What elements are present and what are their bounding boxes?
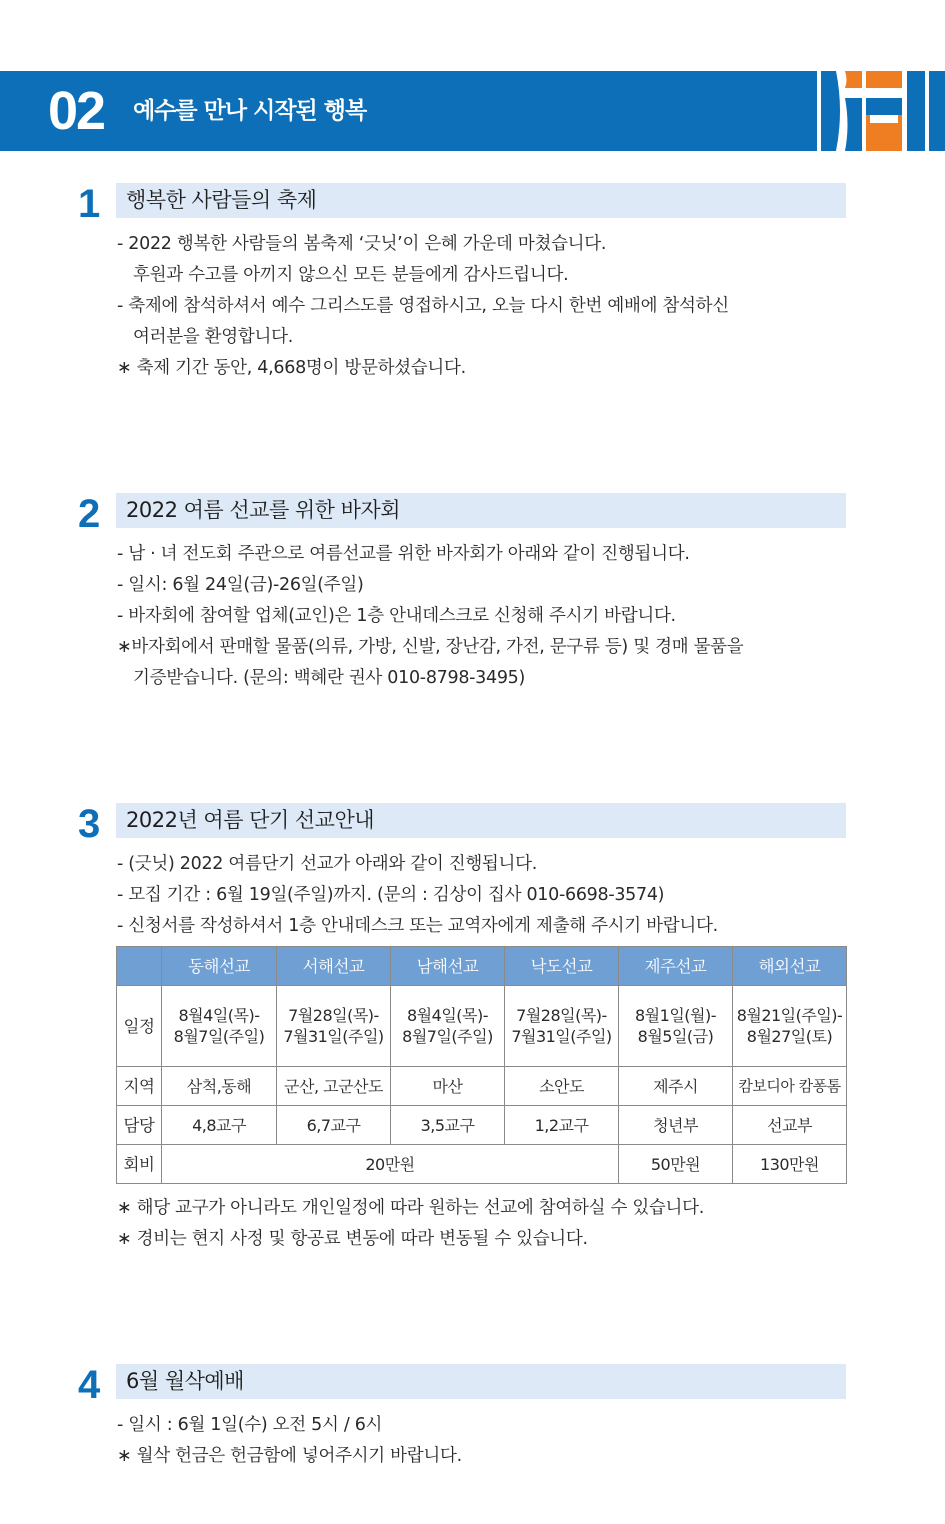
section-number-3: 3	[78, 802, 101, 846]
section-1-line: 여러분을 환영합니다.	[133, 327, 293, 347]
row-label: 담당	[117, 1106, 162, 1145]
section-3-line: - 모집 기간 : 6월 19일(주일)까지. (문의 : 김상이 집사 010-6698-3574)	[117, 885, 665, 905]
section-2-note: ∗바자회에서 판매할 물품(의류, 가방, 신발, 장난감, 가전, 문구류 등) 및 경매 물품을	[117, 637, 744, 657]
section-2-line: - 일시: 6월 24일(금)-26일(주일)	[117, 575, 364, 595]
section-number-1: 1	[78, 182, 101, 226]
date-end: 7월31일(주일)	[511, 1027, 612, 1046]
section-title-bar-4	[116, 1364, 846, 1399]
region-cell: 삼척,동해	[162, 1067, 277, 1106]
section-number-4: 4	[78, 1363, 101, 1407]
region-cell: 소안도	[505, 1067, 619, 1106]
section-4-note: ∗ 월삭 헌금은 헌금함에 넣어주시기 바랍니다.	[117, 1446, 462, 1466]
region-cell: 군산, 고군산도	[277, 1067, 391, 1106]
table-row-region	[117, 1067, 847, 1106]
date-end: 7월31일(주일)	[283, 1027, 384, 1046]
column-header: 제주선교	[619, 947, 733, 986]
section-title-bar-1	[116, 183, 846, 218]
date-end: 8월7일(주일)	[402, 1027, 493, 1046]
section-number-2: 2	[78, 492, 101, 536]
section-2-line: - 남 · 녀 전도회 주관으로 여름선교를 위한 바자회가 아래와 같이 진행됩니다.	[117, 544, 690, 564]
schedule-cell	[277, 986, 391, 1067]
manager-cell: 4,8교구	[162, 1106, 277, 1145]
section-3-line: - 신청서를 작성하셔서 1층 안내데스크 또는 교역자에게 제출해 주시기 바랍니다.	[117, 916, 718, 936]
manager-cell: 3,5교구	[391, 1106, 505, 1145]
manager-cell: 1,2교구	[505, 1106, 619, 1145]
date-start: 8월21일(주일)-	[736, 1006, 843, 1025]
section-title-3: 2022년 여름 단기 선교안내	[126, 808, 375, 832]
fee-cell: 50만원	[619, 1145, 733, 1184]
header-number: 02	[48, 81, 105, 141]
section-1-note: ∗ 축제 기간 동안, 4,668명이 방문하셨습니다.	[117, 358, 466, 378]
section-3-line: - (긋닛) 2022 여름단기 선교가 아래와 같이 진행됩니다.	[117, 854, 538, 874]
section-title-4: 6월 월삭예배	[126, 1369, 244, 1393]
table-row-schedule	[117, 986, 847, 1067]
date-start: 7월28일(목)-	[288, 1006, 379, 1025]
region-cell: 제주시	[619, 1067, 733, 1106]
date-start: 8월1일(월)-	[635, 1006, 716, 1025]
section-1-line: - 축제에 참석하셔서 예수 그리스도를 영접하시고, 오늘 다시 한번 예배에 참석하신	[117, 296, 729, 316]
row-label: 일정	[117, 986, 162, 1067]
column-header: 낙도선교	[505, 947, 619, 986]
date-start: 8월4일(목)-	[407, 1006, 488, 1025]
section-1-line: - 2022 행복한 사람들의 봄축제 ‘긋닛’이 은혜 가운데 마쳤습니다.	[117, 234, 607, 254]
row-label: 지역	[117, 1067, 162, 1106]
date-start: 7월28일(목)-	[516, 1006, 607, 1025]
manager-cell: 선교부	[733, 1106, 847, 1145]
region-cell: 캄보디아 캄퐁톰	[733, 1067, 847, 1106]
manager-cell: 6,7교구	[277, 1106, 391, 1145]
region-cell: 마산	[391, 1067, 505, 1106]
table-header-row	[117, 947, 847, 986]
section-title-1: 행복한 사람들의 축제	[126, 188, 317, 212]
section-3-note: ∗ 해당 교구가 아니라도 개인일정에 따라 원하는 선교에 참여하실 수 있습니다.	[117, 1198, 705, 1218]
column-header: 서해선교	[277, 947, 391, 986]
section-title-bar-3	[116, 803, 846, 838]
section-2-line: - 바자회에 참여할 업체(교인)은 1층 안내데스크로 신청해 주시기 바랍니다.	[117, 606, 676, 626]
date-end: 8월27일(토)	[746, 1027, 833, 1046]
row-label: 회비	[117, 1145, 162, 1184]
table-corner-cell	[117, 947, 162, 986]
date-start: 8월4일(목)-	[178, 1006, 260, 1025]
mission-schedule-table	[116, 946, 847, 1184]
column-header: 남해선교	[391, 947, 505, 986]
section-1-line: 후원과 수고를 아끼지 않으신 모든 분들에게 감사드립니다.	[133, 265, 569, 285]
schedule-cell	[505, 986, 619, 1067]
section-3-note: ∗ 경비는 현지 사정 및 항공료 변동에 따라 변동될 수 있습니다.	[117, 1229, 588, 1249]
section-2-note: 기증받습니다. (문의: 백혜란 권사 010-8798-3495)	[133, 668, 526, 688]
page-title: 예수를 만나 시작된 행복	[133, 98, 367, 124]
date-end: 8월5일(금)	[637, 1027, 714, 1046]
fee-cell: 130만원	[733, 1145, 847, 1184]
schedule-cell	[733, 986, 847, 1067]
section-title-bar-2	[116, 493, 846, 528]
church-logo-icon	[808, 71, 945, 151]
schedule-cell	[162, 986, 277, 1067]
column-header: 동해선교	[162, 947, 277, 986]
manager-cell: 청년부	[619, 1106, 733, 1145]
date-end: 8월7일(주일)	[173, 1027, 265, 1046]
table-row-manager	[117, 1106, 847, 1145]
schedule-cell	[391, 986, 505, 1067]
table-row-fee	[117, 1145, 847, 1184]
section-title-2: 2022 여름 선교를 위한 바자회	[126, 498, 401, 522]
column-header: 해외선교	[733, 947, 847, 986]
schedule-cell	[619, 986, 733, 1067]
fee-cell: 20만원	[162, 1145, 619, 1184]
section-4-line: - 일시 : 6월 1일(수) 오전 5시 / 6시	[117, 1415, 383, 1435]
